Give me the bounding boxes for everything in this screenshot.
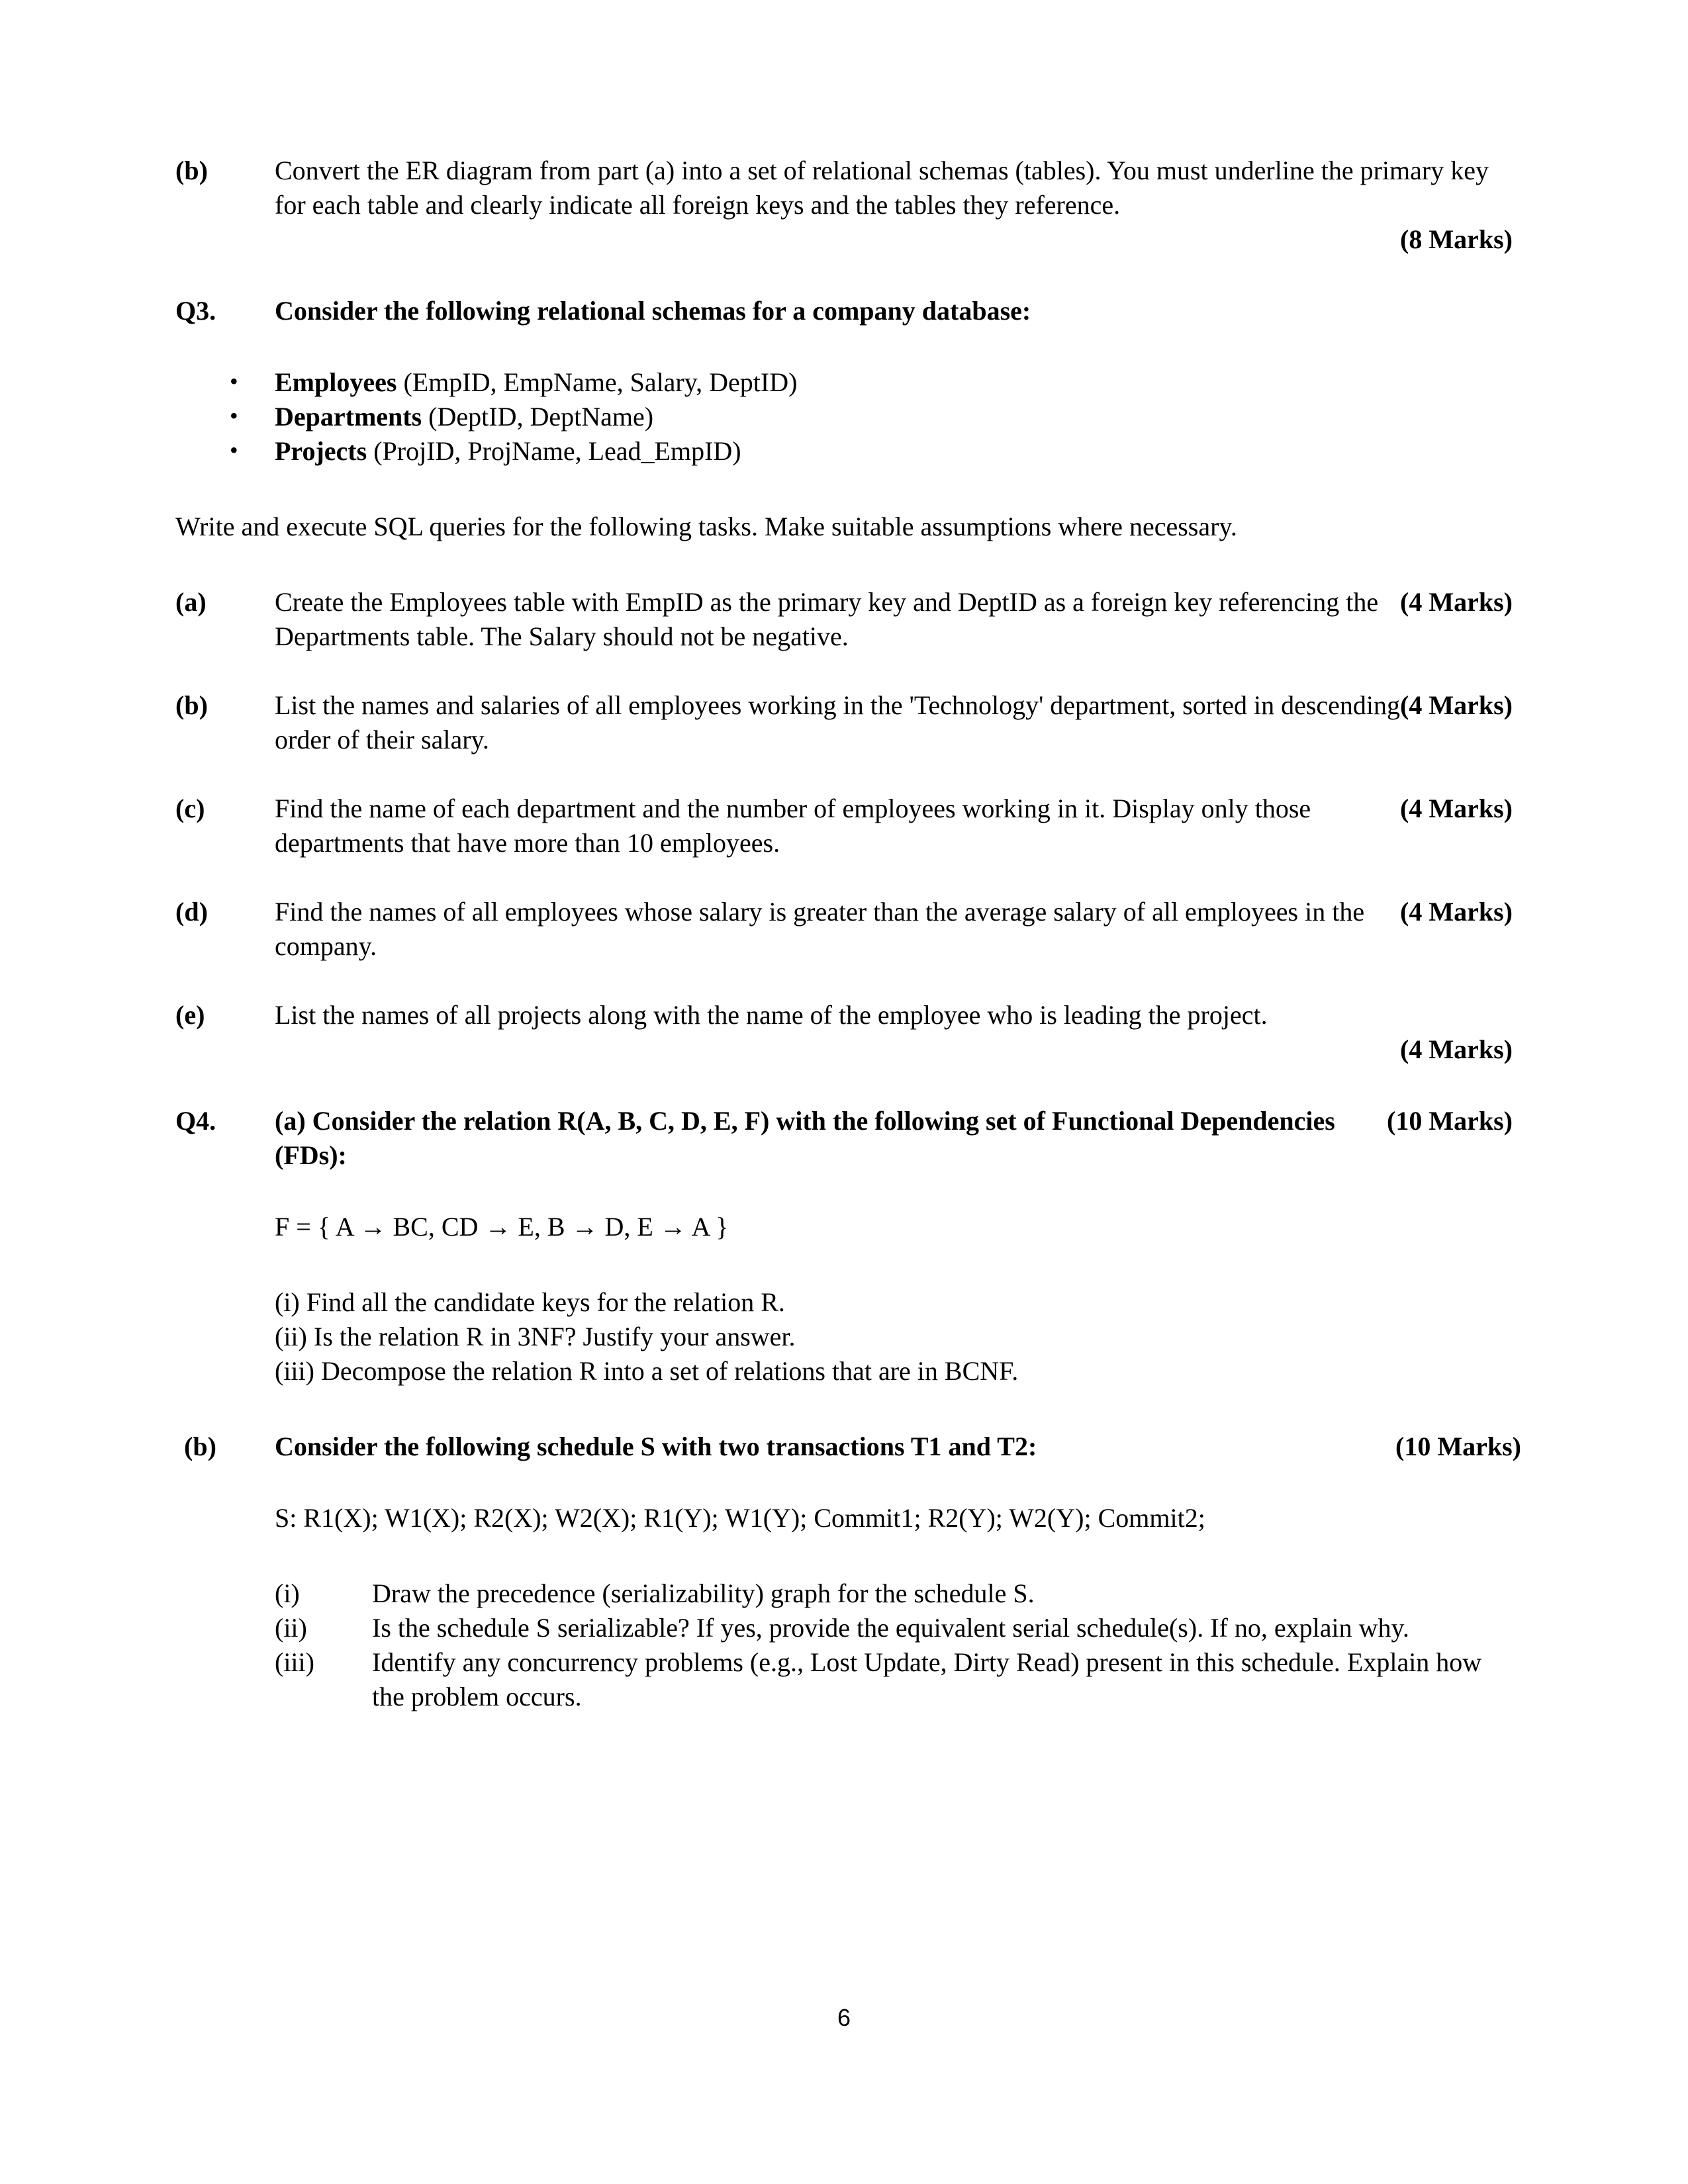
question-4b-heading: Consider the following schedule S with two transactions T1 and T2: (275, 1432, 1037, 1461)
question-4a-subitem-ii: (ii) Is the relation R in 3NF? Justify your answer. (275, 1322, 796, 1351)
question-3e-marks: (4 Marks) (1400, 1034, 1513, 1064)
question-3e-text (275, 998, 1513, 1067)
page-content (175, 154, 1521, 1714)
spacer (175, 1464, 1513, 1501)
question-2b-marks: (8 Marks) (1400, 224, 1513, 254)
spacer (175, 1244, 1513, 1285)
list-item (175, 365, 1513, 400)
question-4a-subitems (275, 1285, 1513, 1388)
question-2b (175, 154, 1513, 257)
list-item (275, 1645, 1513, 1714)
question-2b-label: (b) (175, 156, 208, 185)
spacer (175, 1388, 1513, 1430)
question-4a-marks: (10 Marks) (1387, 1106, 1513, 1136)
question-4b-subitem-iii-label: (iii) (275, 1647, 314, 1677)
question-4a-subitem-iii: (iii) Decompose the relation R into a set of relations that are in BCNF. (275, 1356, 1019, 1386)
question-4-label: Q4. (175, 1106, 216, 1136)
schema-attributes: (EmpID, EmpName, Salary, DeptID) (403, 367, 798, 397)
question-4b-heading-wrap (275, 1430, 1521, 1464)
spacer (175, 654, 1513, 688)
question-4b-marks: (10 Marks) (1395, 1432, 1521, 1461)
question-4b-label: (b) (184, 1432, 216, 1461)
question-3c-text (275, 792, 1513, 860)
question-3d-body: Find the names of all employees whose salary is greater than the average salary of all employees in the company. (275, 897, 1365, 961)
schema-name: Projects (275, 436, 367, 466)
question-3d-marks: (4 Marks) (1400, 897, 1513, 927)
question-3d-text (275, 895, 1513, 964)
question-4b-subitems (275, 1576, 1513, 1714)
spacer (175, 257, 1513, 294)
question-3e-body: List the names of all projects along with the name of the employee who is leading the project. (275, 1000, 1268, 1030)
schedule-s-block (275, 1501, 1513, 1535)
spacer (175, 328, 1513, 365)
list-item (175, 400, 1513, 434)
question-3c-body: Find the name of each department and the number of employees working in it. Display only those departments that have more than 10 employees. (275, 794, 1311, 858)
question-3c (175, 792, 1513, 860)
question-3a-label: (a) (175, 587, 207, 617)
schema-name: Employees (275, 367, 397, 397)
spacer (175, 1067, 1513, 1104)
functional-dependency-set: F = { A → BC, CD → E, B → D, E → A } (275, 1212, 729, 1242)
spacer (175, 1535, 1513, 1576)
spacer (175, 469, 1513, 510)
question-4a-heading: (a) Consider the relation R(A, B, C, D, E, F) with the following set of Functional Dependencies (FDs): (275, 1106, 1335, 1170)
question-4a-fd-block (275, 1210, 1513, 1244)
question-3d-label: (d) (175, 897, 208, 927)
question-4b (184, 1430, 1521, 1464)
question-4b-subitem-i-text: Draw the precedence (serializability) graph for the schedule S. (372, 1578, 1035, 1608)
question-3e (175, 998, 1513, 1067)
question-4a-subitem-i: (i) Find all the candidate keys for the relation R. (275, 1287, 785, 1317)
list-item (175, 434, 1513, 469)
spacer (175, 860, 1513, 895)
question-3b-marks: (4 Marks) (1400, 690, 1513, 720)
schema-attributes: (DeptID, DeptName) (428, 402, 654, 432)
question-2b-text (275, 154, 1513, 257)
list-item (275, 1611, 1513, 1645)
question-3a-marks: (4 Marks) (1400, 587, 1513, 617)
page-number: 6 (837, 2004, 851, 2031)
question-3-label: Q3. (175, 296, 216, 326)
schedule-s-string: S: R1(X); W1(X); R2(X); W2(X); R1(Y); W1(Y); Commit1; R2(Y); W2(Y); Commit2; (275, 1503, 1205, 1533)
question-4a (175, 1104, 1513, 1173)
relational-schema-list (175, 365, 1513, 469)
question-3a-text (275, 585, 1513, 654)
question-4b-subitem-ii-label: (ii) (275, 1613, 307, 1643)
question-3c-marks: (4 Marks) (1400, 794, 1513, 823)
question-3e-label: (e) (175, 1000, 205, 1030)
question-3b (175, 688, 1513, 757)
question-3a (175, 585, 1513, 654)
question-4b-subitem-ii-text: Is the schedule S serializable? If yes, provide the equivalent serial schedule(s). If no, explain why. (372, 1613, 1409, 1643)
schema-name: Departments (275, 402, 422, 432)
question-3-instruction: Write and execute SQL queries for the following tasks. Make suitable assumptions where necessary. (175, 512, 1237, 541)
spacer (175, 544, 1513, 585)
question-4b-subitem-i-label: (i) (275, 1578, 300, 1608)
question-4a-heading-wrap (275, 1104, 1513, 1173)
question-2b-body: Convert the ER diagram from part (a) into a set of relational schemas (tables). You must underline the primary key for each table and clearly indicate all foreign keys and the tables they reference. (275, 156, 1489, 220)
question-4b-subitem-iii-text: Identify any concurrency problems (e.g., Lost Update, Dirty Read) present in this schedule. Explain how the problem occurs. (372, 1647, 1482, 1711)
spacer (175, 757, 1513, 792)
question-3c-label: (c) (175, 794, 205, 823)
schema-attributes: (ProjID, ProjName, Lead_EmpID) (373, 436, 741, 466)
spacer (175, 1173, 1513, 1210)
question-3b-body: List the names and salaries of all employees working in the 'Technology' department, sorted in descending order of their salary. (275, 690, 1401, 754)
question-3-heading-row (175, 294, 1513, 328)
list-item (275, 1576, 1513, 1611)
question-3b-label: (b) (175, 690, 208, 720)
question-3b-text (275, 688, 1513, 757)
spacer (175, 964, 1513, 998)
question-3-heading: Consider the following relational schemas for a company database: (275, 296, 1031, 326)
question-3a-body: Create the Employees table with EmpID as the primary key and DeptID as a foreign key referencing the Departments table. The Salary should not be negative. (275, 587, 1379, 651)
question-3d (175, 895, 1513, 964)
